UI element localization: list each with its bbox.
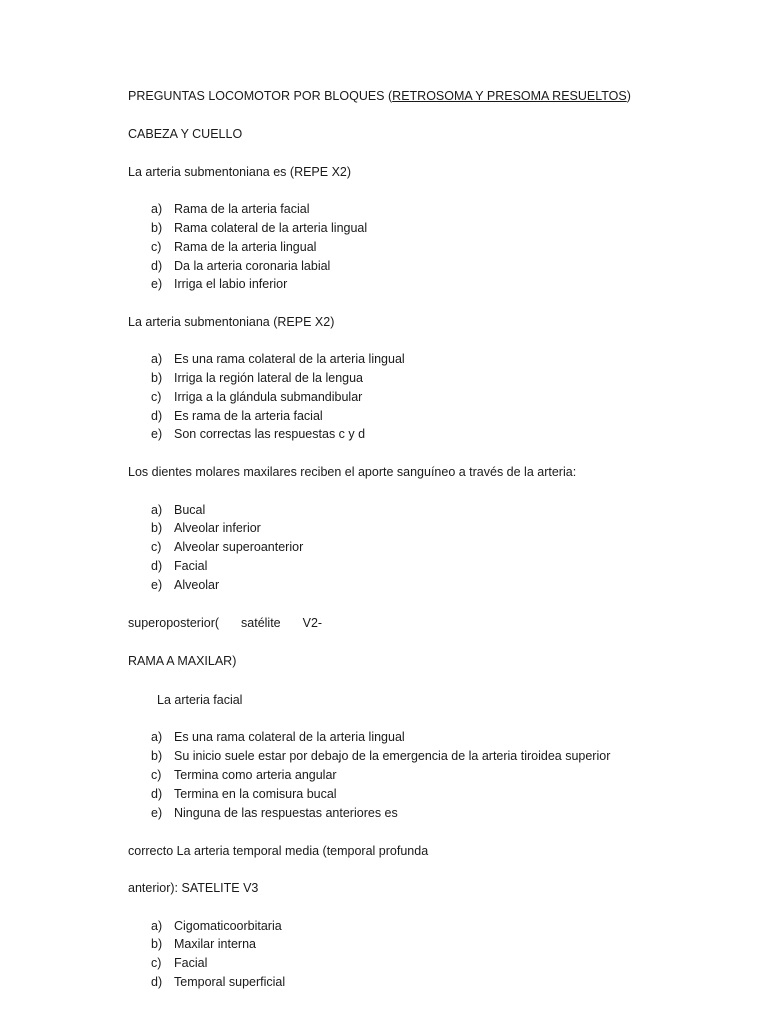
q3-continuation [128, 615, 322, 631]
option-text: Da la arteria coronaria labial [174, 259, 331, 273]
question-3: Los dientes molares maxilares reciben el aporte sanguíneo a través de la arteria: [128, 465, 577, 479]
option-marker: e) [151, 806, 163, 820]
continuation-part: satélite [241, 616, 281, 630]
q5-option-a [151, 918, 282, 934]
option-marker: a) [151, 352, 163, 366]
option-text: Irriga la región lateral de la lengua [174, 371, 364, 385]
option-marker: b) [151, 749, 163, 763]
option-marker: e) [151, 427, 163, 441]
option-marker: a) [151, 919, 163, 933]
q4-continuation: correcto La arteria temporal media (temporal profunda [128, 844, 429, 858]
q1-option-a [151, 201, 309, 217]
option-marker: d) [151, 975, 163, 989]
q3-option-b [151, 520, 261, 536]
q4-option-d [151, 786, 337, 802]
q1-option-d [151, 258, 330, 274]
title-prefix: PREGUNTAS LOCOMOTOR POR BLOQUES ( [128, 89, 393, 103]
q1-option-b [151, 220, 367, 236]
q2-option-a [151, 351, 405, 367]
option-text: Es una rama colateral de la arteria lingual [174, 730, 405, 744]
option-marker: b) [151, 937, 163, 951]
option-marker: c) [151, 390, 162, 404]
q2-option-c [151, 389, 362, 405]
option-marker: a) [151, 503, 163, 517]
q3-option-a [151, 502, 205, 518]
option-text: Termina en la comisura bucal [174, 787, 337, 801]
q2-option-d [151, 408, 323, 424]
option-marker: c) [151, 956, 162, 970]
option-marker: d) [151, 787, 163, 801]
option-text: Ninguna de las respuestas anteriores es [174, 806, 398, 820]
option-text: Alveolar [174, 578, 220, 592]
q1-option-e [151, 276, 287, 292]
q4-option-a [151, 729, 405, 745]
option-marker: d) [151, 559, 163, 573]
option-marker: d) [151, 409, 163, 423]
option-marker: e) [151, 578, 163, 592]
q3-option-e [151, 577, 219, 593]
option-marker: d) [151, 259, 163, 273]
option-text: Facial [174, 956, 208, 970]
option-marker: c) [151, 540, 162, 554]
option-text: Rama de la arteria facial [174, 202, 310, 216]
question-4: La arteria facial [157, 693, 243, 707]
option-marker: b) [151, 221, 163, 235]
option-text: Cigomaticoorbitaria [174, 919, 282, 933]
option-text: Facial [174, 559, 208, 573]
option-text: Irriga a la glándula submandibular [174, 390, 363, 404]
option-text: Son correctas las respuestas c y d [174, 427, 366, 441]
q2-option-b [151, 370, 363, 386]
option-text: Alveolar inferior [174, 521, 261, 535]
option-text: Termina como arteria angular [174, 768, 337, 782]
option-marker: b) [151, 521, 163, 535]
option-text: Irriga el labio inferior [174, 277, 288, 291]
section-heading: CABEZA Y CUELLO [128, 127, 243, 141]
q3-option-d [151, 558, 207, 574]
option-text: Rama colateral de la arteria lingual [174, 221, 368, 235]
title-underlined: RETROSOMA Y PRESOMA RESUELTOS [392, 89, 627, 103]
option-marker: c) [151, 768, 162, 782]
question-1: La arteria submentoniana es (REPE X2) [128, 165, 352, 179]
option-marker: a) [151, 730, 163, 744]
q4-option-e [151, 805, 398, 821]
option-text: Bucal [174, 503, 206, 517]
option-marker: c) [151, 240, 162, 254]
document-title [128, 88, 631, 104]
q5-option-d [151, 974, 285, 990]
q5-option-c [151, 955, 207, 971]
q2-option-e [151, 426, 365, 442]
option-text: Alveolar superoanterior [174, 540, 304, 554]
q1-option-c [151, 239, 316, 255]
option-text: Temporal superficial [174, 975, 286, 989]
continuation-part: V2- [302, 616, 323, 630]
q5-option-b [151, 936, 256, 952]
title-suffix: ) [626, 89, 631, 103]
option-text: Maxilar interna [174, 937, 256, 951]
q3-option-c [151, 539, 303, 555]
q3-continuation-2: RAMA A MAXILAR) [128, 654, 237, 668]
option-marker: b) [151, 371, 163, 385]
question-5: anterior): SATELITE V3 [128, 881, 259, 895]
option-marker: e) [151, 277, 163, 291]
option-text: Su inicio suele estar por debajo de la emergencia de la arteria tiroidea superior [174, 749, 611, 763]
option-text: Rama de la arteria lingual [174, 240, 317, 254]
option-marker: a) [151, 202, 163, 216]
q4-option-b [151, 748, 610, 764]
question-2: La arteria submentoniana (REPE X2) [128, 315, 335, 329]
option-text: Es una rama colateral de la arteria lingual [174, 352, 405, 366]
q4-option-c [151, 767, 337, 783]
continuation-part: superoposterior( [128, 616, 220, 630]
option-text: Es rama de la arteria facial [174, 409, 323, 423]
